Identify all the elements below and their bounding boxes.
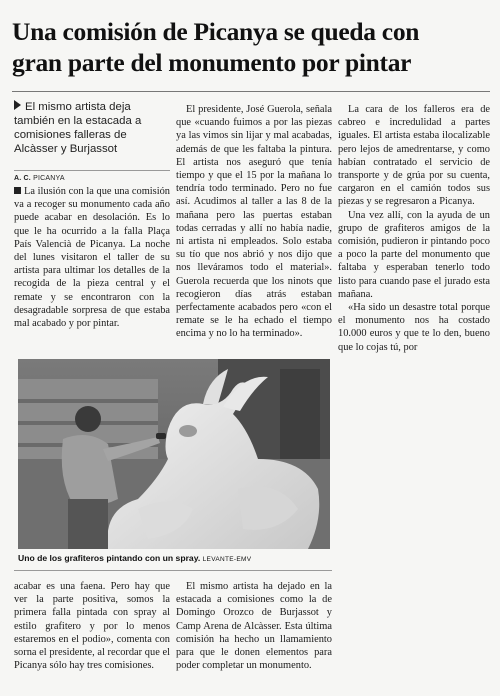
headline-rule — [12, 91, 490, 92]
subtitle — [14, 100, 166, 156]
triangle-bullet-icon — [14, 100, 21, 110]
paragraph — [14, 185, 170, 330]
photo — [18, 359, 330, 549]
photo-caption — [18, 553, 358, 565]
paragraph: La cara de los falleros era de cabreo e incredulidad a partes iguales. El artista estaba ilocalizable pero lejos de amedrentarse, y como habían contratado el servicio de transporte y de grúa por su cuenta, cargaron en el camión todos sus piezas y se regresaron a Picanya. — [338, 104, 490, 208]
caption-rule — [14, 570, 332, 571]
byline-location: PICANYA — [33, 175, 65, 182]
spray-can-icon — [156, 433, 166, 439]
byline-author: A. C. — [14, 175, 31, 182]
caption-credit: LEVANTE-EMV — [202, 556, 252, 563]
headline — [12, 16, 490, 78]
caption-text: Uno de los grafiteros pintando con un spray. — [18, 553, 201, 563]
subtitle-text: El mismo artista deja también en la estacada a comisiones falleras de Alcàsser y Burjassot — [14, 101, 142, 155]
square-bullet-icon — [14, 187, 21, 194]
paragraph: El mismo artista ha dejado en la estacada a comisiones como la de Domingo Orozco de Burjassot y Camp Arena de Alcàsser. Esta última comisión ha hecho un llamamiento para que le donen elementos para poder completar un monumento. — [176, 581, 332, 672]
paragraph: El presidente, José Guerola, señala que «cuando fuimos a por las piezas ya las vimos sin lijar y mal acabadas, además de que les faltaba la pintura. El artista nos aseguró que tenía tiempo y que el 15 por la mañana lo tendría todo terminado. Pero no fue así. Acudimos al taller a las 8 de la mañana pero las puertas estaban todas cerradas y allí no había nadie, ni artista ni empleados. Solo estaba su tío que nos abrió y nos dijo que nos lleváramos todo el material». Guerola recuerda que los ninots que recogieron días atrás estaban perfectamente acabados pero «con el remate se le ha echado el tiempo encima y no lo ha terminado». — [176, 104, 332, 340]
body-column-3 — [338, 103, 490, 354]
photo-illustration — [18, 359, 330, 549]
paragraph: «Ha sido un desastre total porque el monumento nos ha costado 10.000 euros y que te lo den, bueno que lo cojas tú, por — [338, 302, 490, 353]
body-column-2-continued — [176, 580, 332, 672]
body-column-1-continued — [14, 580, 170, 672]
subtitle-rule — [14, 170, 170, 171]
body-column-1 — [14, 185, 170, 330]
headline-line-1: Una comisión de Picanya se queda con — [12, 17, 420, 46]
headline-line-2: gran parte del monumento por pintar — [12, 48, 412, 77]
paragraph: acabar es una faena. Pero hay que ver la parte positiva, somos la primera falla pintada con spray al estilo grafitero y por lo menos estaremos en el podio», comenta con sorna el presidente, al recordar que el Picanya sólo hay tres comisiones. — [14, 581, 170, 672]
byline — [14, 174, 174, 183]
body-column-2 — [176, 103, 332, 341]
paragraph: Una vez allí, con la ayuda de un grupo de grafiteros amigos de la comisión, pudieron ir pintando poco a poco la parte del monumento que faltaba y esperaban tenerlo todo listo para cuando pase el jurado esta mañana. — [338, 209, 490, 300]
paragraph-text: La ilusión con la que una comisión va a recoger su monumento cada año puede acabar en desolación. Es lo que le ha ocurrido a la falla Plaça País Valencià de Picanya. La noche del lunes visitaron el taller de su artista para ultimar los detalles de la recogida de la pieza central y el remate y se encontraron con la desagradable sorpresa de que estaba mal acabado y por pintar. — [14, 186, 170, 330]
